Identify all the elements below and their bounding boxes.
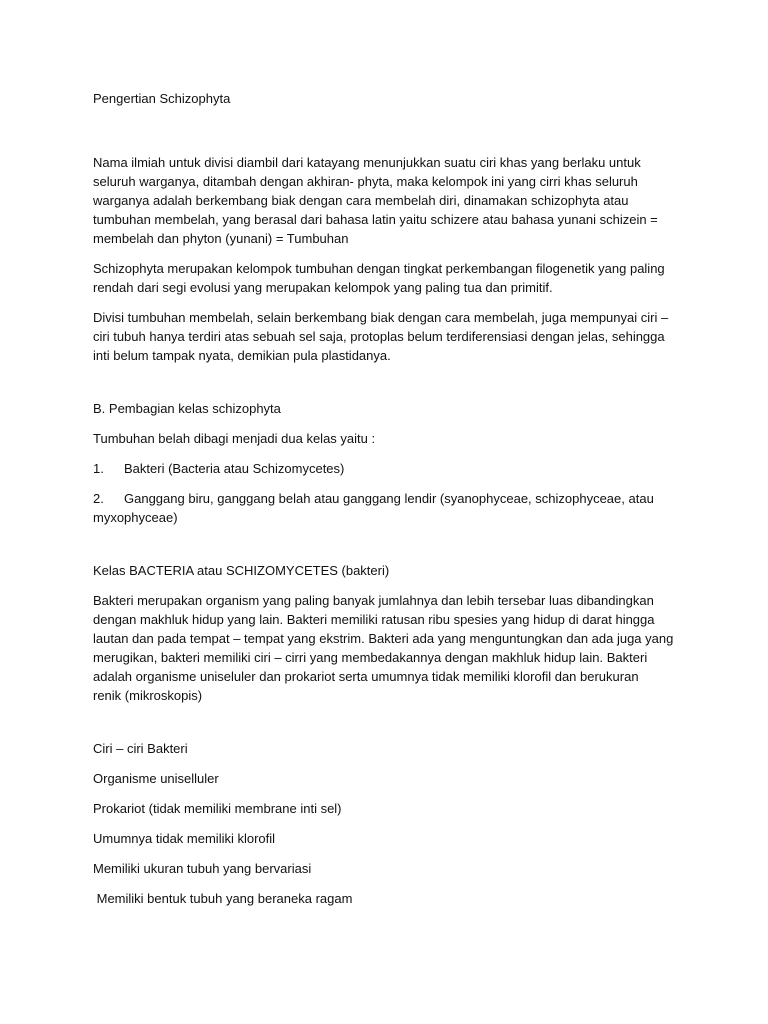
paragraph-characteristics — [93, 308, 683, 365]
list-number: 2. — [93, 491, 104, 506]
document-body — [93, 89, 683, 908]
paragraph-line: adalah organisme uniseluler dan prokariot serta umumnya tidak memiliki klorofil dan berukuran — [93, 669, 639, 684]
paragraph-line: ciri tubuh hanya terdiri atas sebuah sel saja, protoplas belum terdiferensiasi dengan jelas, sehingga — [93, 329, 665, 344]
ciri-heading: Ciri – ciri Bakteri — [93, 741, 188, 756]
section-b-heading: B. Pembagian kelas schizophyta — [93, 401, 281, 416]
feature-item: Memiliki ukuran tubuh yang bervariasi — [93, 861, 312, 876]
list-text — [124, 459, 683, 478]
paragraph-evolution — [93, 259, 683, 297]
list-line: Bakteri (Bacteria atau Schizomycetes) — [124, 461, 345, 476]
list-text — [93, 489, 683, 527]
list-item — [93, 459, 683, 478]
paragraph-line: rendah dari segi evolusi yang merupakan kelompok yang paling tua dan primitif. — [93, 280, 553, 295]
paragraph-line: seluruh warganya, ditambah dengan akhiran- phyta, maka kelompok ini yang cirri khas seluruh — [93, 174, 638, 189]
list-item — [93, 489, 683, 527]
paragraph-line: Nama ilmiah untuk divisi diambil dari katayang menunjukkan suatu ciri khas yang berlaku untuk — [93, 155, 641, 170]
paragraph-bacteria — [93, 591, 683, 705]
paragraph-line: inti belum tampak nyata, demikian pula plastidanya. — [93, 348, 391, 363]
paragraph-line: tumbuhan membelah, yang berasal dari bahasa latin yaitu schizere atau bahasa yunani schizein = — [93, 212, 658, 227]
list-line: Ganggang biru, ganggang belah atau ganggang lendir (syanophyceae, schizophyceae, atau — [124, 491, 654, 506]
feature-item: Umumnya tidak memiliki klorofil — [93, 831, 276, 846]
paragraph-line: Bakteri merupakan organism yang paling banyak jumlahnya dan lebih tersebar luas dibandingkan — [93, 593, 654, 608]
feature-item: Organisme uniselluler — [93, 771, 219, 786]
paragraph-line: dengan makhluk hidup yang lain. Bakteri memiliki ratusan ribu spesies yang hidup di darat hingga — [93, 612, 655, 627]
section-b-intro: Tumbuhan belah dibagi menjadi dua kelas yaitu : — [93, 431, 376, 446]
feature-item: Memiliki bentuk tubuh yang beraneka ragam — [93, 891, 353, 906]
paragraph-line: renik (mikroskopis) — [93, 688, 203, 703]
document-title: Pengertian Schizophyta — [93, 91, 231, 106]
bacteria-heading: Kelas BACTERIA atau SCHIZOMYCETES (bakteri) — [93, 563, 390, 578]
paragraph-line: merugikan, bakteri memiliki ciri – cirri yang membedakannya dengan makhluk hidup lain. Bakteri — [93, 650, 648, 665]
paragraph-line: Divisi tumbuhan membelah, selain berkembang biak dengan cara membelah, juga mempunyai ciri – — [93, 310, 669, 325]
paragraph-line: Schizophyta merupakan kelompok tumbuhan dengan tingkat perkembangan filogenetik yang paling — [93, 261, 665, 276]
paragraph-line: membelah dan phyton (yunani) = Tumbuhan — [93, 231, 349, 246]
feature-item: Prokariot (tidak memiliki membrane inti sel) — [93, 801, 342, 816]
list-number: 1. — [93, 461, 104, 476]
paragraph-line: lautan dan pada tempat – tempat yang ekstrim. Bakteri ada yang menguntungkan dan ada juga yang — [93, 631, 674, 646]
paragraph-line: warganya adalah berkembang biak dengan cara membelah diri, dinamakan schizophyta atau — [93, 193, 629, 208]
list-line: myxophyceae) — [93, 510, 178, 525]
paragraph-definition — [93, 153, 683, 248]
